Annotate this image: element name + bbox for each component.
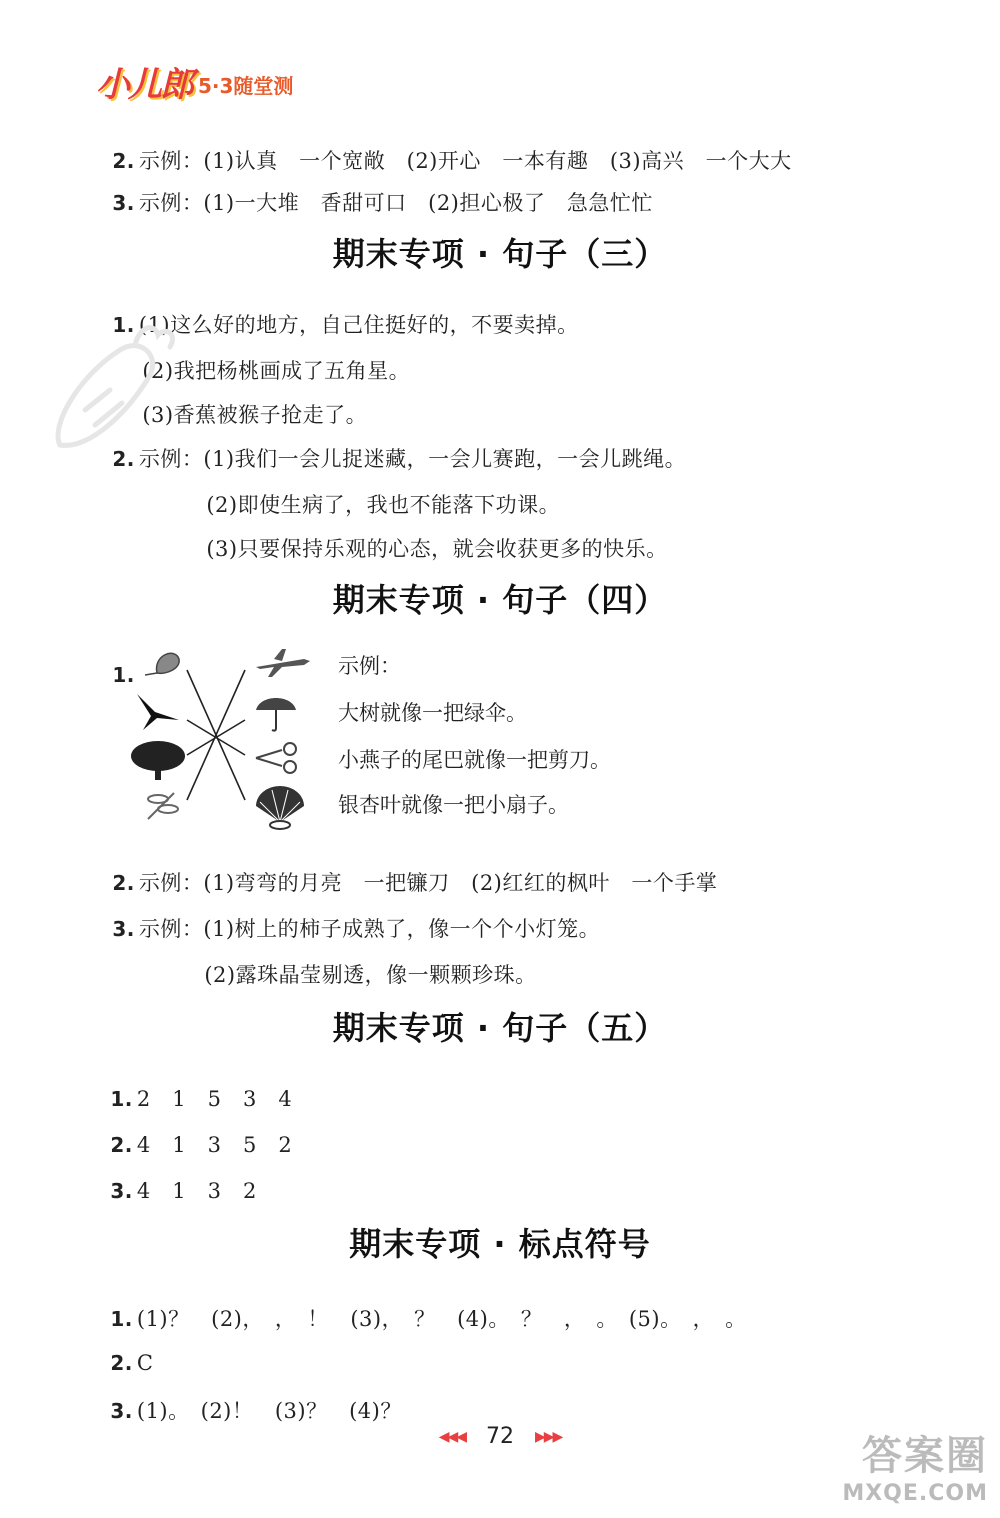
answer-text: 示例：(1)树上的柿子成熟了，像一个个小灯笼。 [138,917,601,941]
simile-line: 大树就像一把绿伞。 [338,701,527,725]
simile-line: 银杏叶就像一把小扇子。 [338,793,569,817]
brand-logo [96,60,294,105]
section-title: 期末专项 · 句子（三） [332,235,668,273]
simile-line: 小燕子的尾巴就像一把剪刀。 [338,748,611,772]
answer-text: 示例：(1)认真 一个宽敞 (2)开心 一本有趣 (3)高兴 一个大大 [138,149,792,173]
answer-line [96,1114,292,1156]
answer-text: (3)只要保持乐观的心态，就会收获更多的快乐。 [206,537,668,561]
answer-line [192,518,668,560]
question-number: 2. [110,1351,133,1375]
answer-line [98,852,717,894]
right-arrows-icon: ▶▶▶ [535,1429,562,1445]
question-number: 3. [112,917,135,941]
question-number: 1. [110,1307,133,1331]
answer-text: 示例：(1)一大堆 香甜可口 (2)担心极了 急急忙忙 [138,191,653,215]
question-number: 3. [110,1399,133,1423]
question-number: 2. [112,149,135,173]
answer-line [96,1380,402,1422]
question-number: 2. [112,447,135,471]
simile-line: 示例： [338,654,401,678]
brand-series: 5·3随堂测 [198,73,294,98]
answer-line [96,1160,257,1202]
answer-line [98,428,686,470]
answer-text: (2)露珠晶莹剔透，像一颗颗珍珠。 [204,963,537,987]
question-number: 3. [112,191,135,215]
answer-text: (3)香蕉被猴子抢走了。 [142,403,368,427]
carrot-decoration-icon [40,315,180,465]
answer-text: 示例：(1)弯弯的月亮 一把镰刀 (2)红红的枫叶 一个手掌 [138,871,718,895]
answer-line [98,130,792,172]
answer-line [190,944,537,986]
question-number: 1. [112,663,135,687]
section-title: 期末专项 · 句子（五） [332,1009,668,1047]
answer-line [96,1288,747,1330]
watermark [842,1424,988,1506]
question-number: 2. [110,1133,133,1157]
scissors-icon [252,740,304,776]
answer-line [192,474,560,516]
answer-line [98,898,600,940]
answer-line [96,1068,292,1110]
answer-text: 4 1 3 5 2 [136,1133,293,1157]
section-title: 期末专项 · 句子（四） [332,581,668,619]
watermark-url: MXQE.COM [842,1481,988,1506]
answer-text: (1)。 (2)！ (3)？ (4)？ [136,1399,402,1423]
answer-line [98,172,653,214]
dragonfly-icon [140,785,182,825]
page-number: 72 [486,1424,514,1449]
airplane-icon [252,645,312,681]
ginkgo-leaf-icon [135,645,185,685]
answer-text: 4 1 3 2 [136,1179,257,1203]
answer-text: C [136,1351,154,1375]
umbrella-icon [252,690,300,734]
tree-icon [128,738,188,782]
answer-text: 示例：(1)我们一会儿捉迷藏，一会儿赛跑，一会儿跳绳。 [138,447,687,471]
watermark-title: 答案圈 [862,1433,988,1479]
fan-icon [250,782,310,832]
question-number: 1. [110,1087,133,1111]
answer-text: (1)？ (2)， ， ！ (3)， ？ (4)。 ？ ， 。 (5)。 ， 。 [136,1307,747,1331]
section-title: 期末专项 · 标点符号 [349,1225,651,1263]
answer-text: (1)这么好的地方，自己住挺好的，不要卖掉。 [138,313,579,337]
question-number: 3. [110,1179,133,1203]
brand-name: 小儿郎 [96,64,192,105]
answer-line [96,1332,153,1374]
answer-text: (2)我把杨桃画成了五角星。 [142,359,411,383]
left-arrows-icon: ◀◀◀ [438,1429,465,1445]
swallow-icon [133,690,183,734]
question-number: 1. [112,313,135,337]
answer-text: 2 1 5 3 4 [136,1087,293,1111]
answer-text: (2)即使生病了，我也不能落下功课。 [206,493,561,517]
question-number: 2. [112,871,135,895]
